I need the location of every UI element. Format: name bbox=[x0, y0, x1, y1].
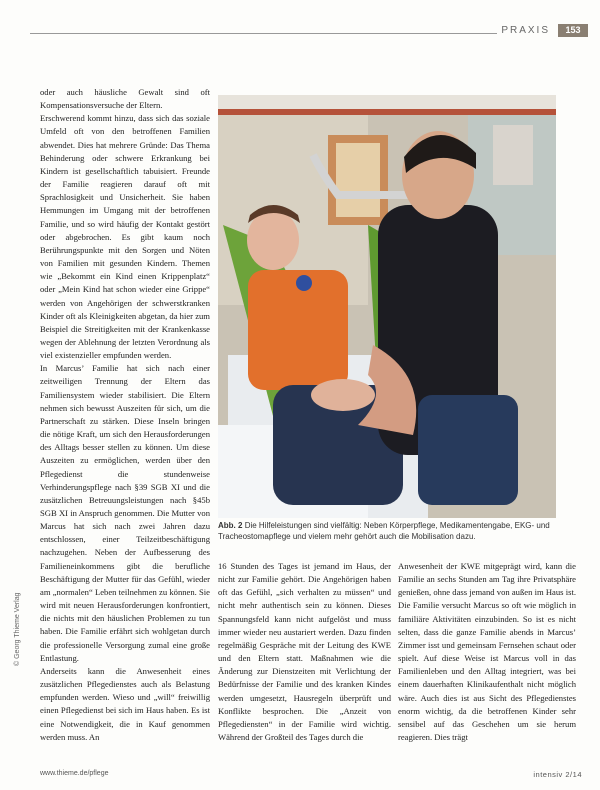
caption-label: Abb. 2 bbox=[218, 521, 243, 530]
page-number: 153 bbox=[558, 24, 588, 37]
footer-url: www.thieme.de/pflege bbox=[40, 770, 109, 777]
caption-text: Die Hilfeleistungen sind vielfältig: Neben Körperpflege, Medikamentengabe, EKG- und Tracheostomapflege und vielem mehr gehört auch die Mobilisation dazu. bbox=[218, 521, 550, 541]
page-header bbox=[0, 24, 600, 44]
copyright-notice: © Georg Thieme Verlag bbox=[14, 592, 21, 666]
photo-caption bbox=[218, 521, 566, 542]
body-column-2: 16 Stunden des Tages ist jemand im Haus, der nicht zur Familie gehört. Die Angehörigen haben oft das Gefühl, „sich verhalten zu müssen“ und nicht mehr authentisch sein zu können. Dieses Spannungsfeld kann nicht aufgelöst und muss immer wieder neu austariert werden. Dazu finden regelmäßig Gespräche mit der Leitung des KWE und den Eltern statt. Maßnahmen wie die Änderung zur Dienstzeiten mit Verlichtung der Bedürfnisse der Familie und des kranken Kindes werden umgesetzt, Hausregeln überprüft und Konflikte besprochen. Die „Anzeit von Pflegediensten“ in der Familie wird wichtig. Während der Großteil des Tages durch die bbox=[218, 561, 391, 743]
footer-issue: intensiv 2/14 bbox=[533, 770, 582, 779]
article-photo bbox=[218, 95, 556, 518]
header-rule bbox=[30, 33, 518, 34]
body-column-3: Anwesenheit der KWE mitgeprägt wird, kann die Familie an sechs Stunden am Tag ihre Privatsphäre genießen, ohne dass jemand von außen im Haus ist. Die Familie versucht Marcus so oft wie möglich in familiäre Aktivitäten einzubinden. So ist es nicht selten, dass die ganze Familie abends in Marcus’ Zimmer isst und gemeinsam Fernsehen schaut oder spielt. Auf diese Weise ist Marcus voll in das Familienleben und den Alltag integriert, was bei einem dauerhaften Klinikaufenthalt nicht möglich wäre. Auch dies ist aus Sicht des Pflegedienstes enorm wichtig, da die betroffenen Kinder sehr sensibel auf das Geschehen um sie herum reagieren. Dies trägt bbox=[398, 561, 576, 743]
section-title: PRAXIS bbox=[497, 25, 554, 36]
body-column-1: oder auch häusliche Gewalt sind oft Kompensationsversuche der Eltern. Erschwerend kommt hinzu, dass sich das soziale Umfeld oft von den betroffenen Familien abwendet. Dies hat mehrere Gründe: Das Thema Behinderung oder schwere Erkrankung bei Kindern ist gesellschaftlich tabuisiert. Freunde der Familie reagieren darauf oft mit Sprachlosigkeit und Unsicherheit. Sie haben Hemmungen im Umgang mit der betroffenen Familie, und so wird häufig der Kontakt gestört oder abgebrochen. Es gibt kaum noch Berührungspunkte mit den Sorgen und Nöten von Familien mit gesunden Kindern. Themen wie „Bekommt ein Kind einen Krippenplatz“ oder „Mein Kind hat schon wieder eine Grippe“ werden von Angehörigen der schwerstkranken Kinder oft als Kleinigkeiten abgetan, da hier zum Beispiel die Streitigkeiten mit der Krankenkasse wegen der Ablehnung der letzten Verordnung als viel existenzieller empfunden werden. In Marcus’ Familie hat sich nach einer zeitweiligen Trennung der Eltern das Familiensystem wieder stabilisiert. Die Eltern nehmen sich bewusst Auszeiten für sich, um die Partnerschaft zu stärken. Diese Inseln bringen die nötige Kraft, um sich den Herausforderungen des Alltags besser stellen zu können. Um diese Auszeiten zu ermöglichen, werden über den Pflegedienst die stundenweise Verhinderungspflege nach §39 SGB XI und die zusätzlichen Betreuungsleistungen nach §45b SGB XI in Anspruch genommen. Die Mutter von Marcus hat sich nach zwei Jahren dazu entschlossen, einer Teilzeitbeschäftigung nachzugehen. Neben der Aufbesserung des Familieneinkommens gibt die berufliche Beschäftigung der Mutter für das Gefühl, wieder am „normalen“ Leben teilnehmen zu können. Sie wird mit neuen Herausforderungen konfrontiert, die nichts mit den häuslichen Problemen zu tun haben. Die Familie erfährt sich wohlgetan durch die professionelle Versorgung zumal eine große Entlastung. Anderseits kann die Anwesenheit eines zusätzlichen Pflegedienstes auch als Belastung empfunden werden. Wieso und „will“ freiwillig einen Pflegedienst bei sich im Haus haben. Es ist eine Notwendigkeit, die in Kauf genommen werden muss. An bbox=[40, 87, 210, 742]
photo-illustration bbox=[218, 95, 556, 518]
